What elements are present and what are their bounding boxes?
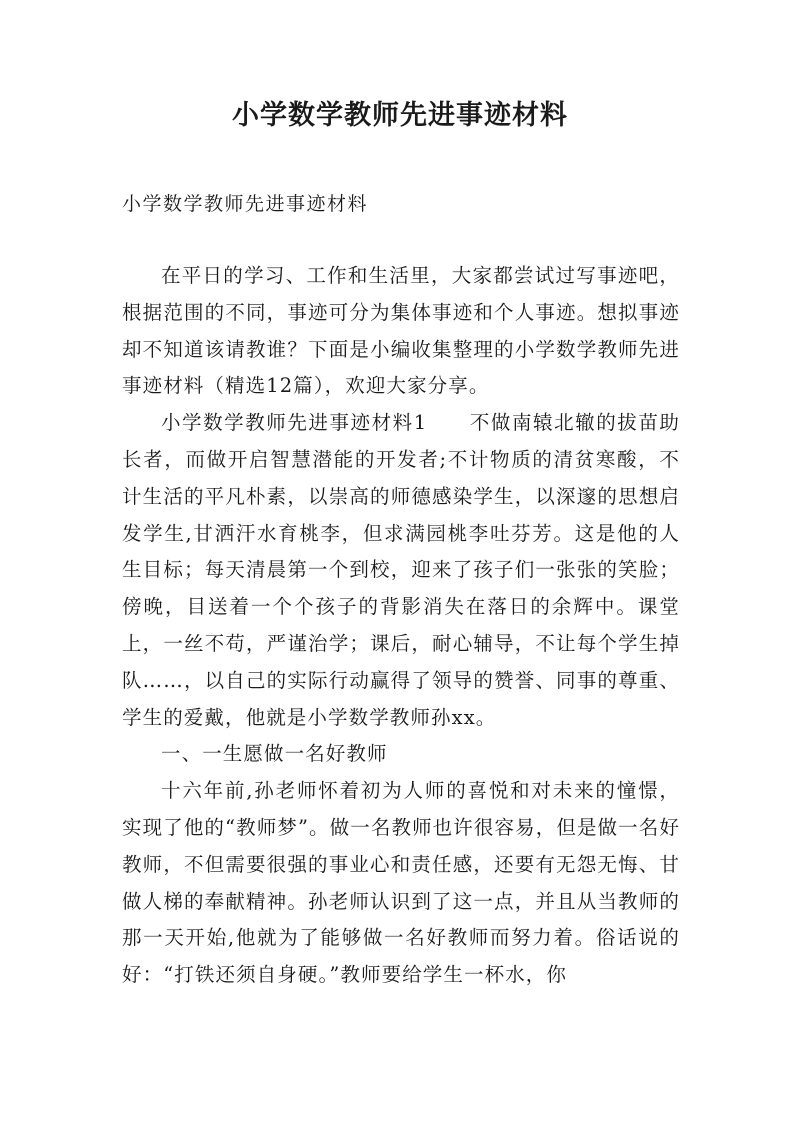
paragraph-intro: 在平日的学习、工作和生活里，大家都尝试过写事迹吧，根据范围的不同，事迹可分为集体事迹和个人事迹。想拟事迹却不知道该请教谁？下面是小编收集整理的小学数学教师先进事迹材料（精选12篇），欢迎大家分享。 — [122, 264, 680, 398]
document-title: 小学数学教师先进事迹材料 — [232, 100, 568, 131]
paragraph-body: 十六年前,孙老师怀着初为人师的喜悦和对未来的憧憬，实现了他的“教师梦”。做一名教师也许很容易，但是做一名好教师，不但需要很强的事业心和责任感，还要有无怨无悔、甘做人梯的奉献精神。孙老师认识到了这一点，并且从当教师的那一天开始,他就为了能够做一名好教师而努力着。俗话说的好：“打铁还须自身硬。”教师要给学生一杯水，你 — [122, 779, 680, 987]
document-body — [122, 258, 680, 994]
paragraph-section-1: 小学数学教师先进事迹材料1 不做南辕北辙的拔苗助长者，而做开启智慧潜能的开发者;不计物质的清贫寒酸，不计生活的平凡朴素，以崇高的师德感染学生，以深邃的思想启发学生,甘洒汗水育桃李，但求满园桃李吐芬芳。这是他的人生目标；每天清晨第一个到校，迎来了孩子们一张张的笑脸；傍晚，目送着一个个孩子的背影消失在落日的余辉中。课堂上，一丝不苟，严谨治学；课后，耐心辅导，不让每个学生掉队……，以自己的实际行动赢得了领导的赞誉、同事的尊重、学生的爱戴，他就是小学数学教师孙xx。 — [122, 411, 680, 729]
section-heading: 一、一生愿做一名好教师 — [161, 742, 388, 766]
document-subtitle: 小学数学教师先进事迹材料 — [122, 193, 369, 215]
